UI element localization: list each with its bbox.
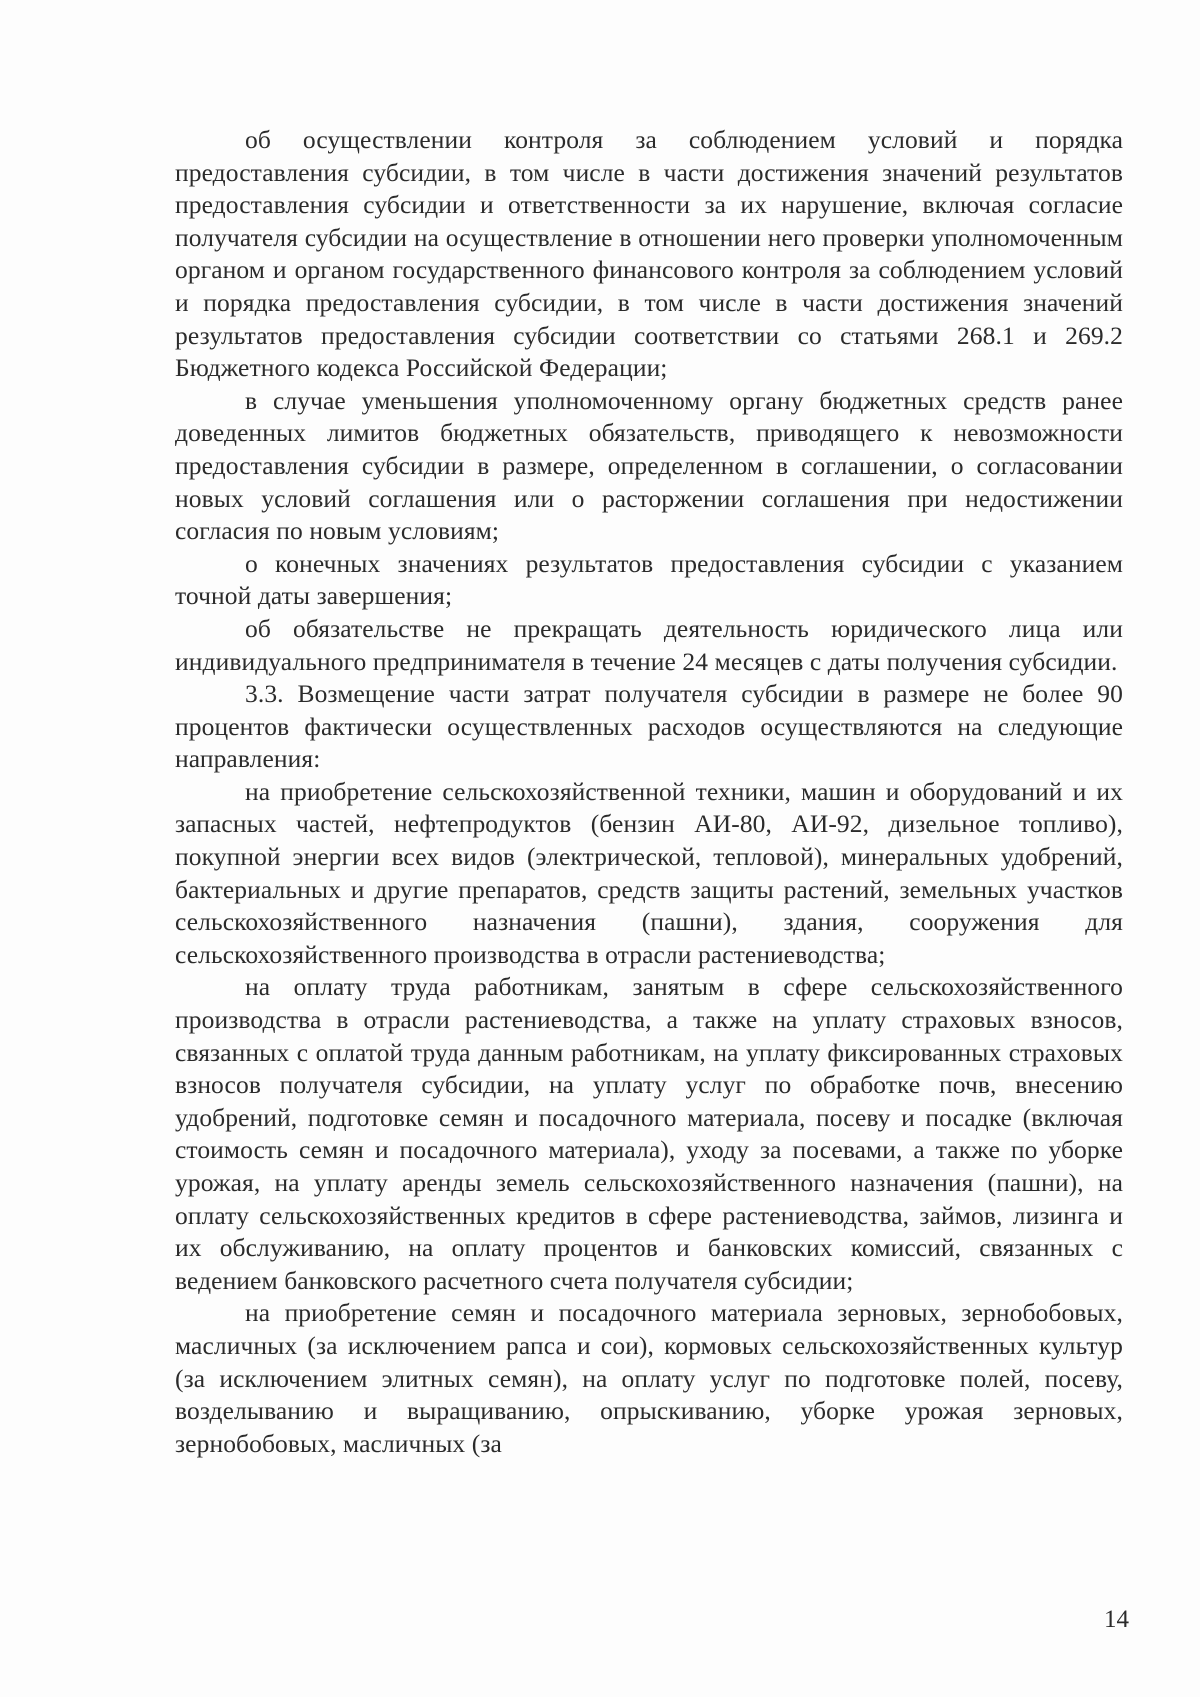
document-body [175,124,1123,1460]
paragraph-final-results: о конечных значениях результатов предоставления субсидии с указанием точной даты завершения; [175,548,1123,611]
paragraph-equipment-purchase: на приобретение сельскохозяйственной техники, машин и оборудований и их запасных частей, нефтепродуктов (бензин АИ-80, АИ-92, дизельное топливо), покупной энергии всех видов (электрической, тепловой), минеральных удобрений, бактериальных и другие препаратов, средств защиты растений, земельных участков сельскохозяйственного назначения (пашни), здания, сооружения для сельскохозяйственного производства в отрасли растениеводства; [175,776,1123,969]
page-number: 14 [1104,1606,1129,1633]
paragraph-control-conditions: об осуществлении контроля за соблюдением условий и порядка предоставления субсидии, в том числе в части достижения значений результатов предоставления субсидии и ответственности за их нарушение, включая согласие получателя субсидии на осуществление в отношении него проверки уполномоченным органом и органом государственного финансового контроля за соблюдением условий и порядка предоставления субсидии, в том числе в части достижения значений результатов предоставления субсидии соответствии со статьями 268.1 и 269.2 Бюджетного кодекса Российской Федерации; [175,125,1123,383]
paragraph-activity-obligation: об обязательстве не прекращать деятельность юридического лица или индивидуального предпринимателя в течение 24 месяцев с даты получения субсидии. [175,613,1123,676]
paragraph-seeds-purchase: на приобретение семян и посадочного материала зерновых, зернобобовых, масличных (за исключением рапса и сои), кормовых сельскохозяйственных культур (за исключением элитных семян), на оплату услуг по подготовке полей, посеву, возделыванию и выращиванию, опрыскиванию, уборке урожая зерновых, зернобобовых, масличных (за [175,1298,1123,1458]
paragraph-budget-reduction: в случае уменьшения уполномоченному органу бюджетных средств ранее доведенных лимитов бюджетных обязательств, приводящего к невозможности предоставления субсидии в размере, определенном в соглашении, о согласовании новых условий соглашения или о расторжении соглашения при недостижении согласия по новым условиям; [175,385,1123,546]
paragraph-section-3-3: 3.3. Возмещение части затрат получателя субсидии в размере не более 90 процентов фактически осуществленных расходов осуществляются на следующие направления: [175,679,1123,774]
paragraph-labor-payment: на оплату труда работникам, занятым в сфере сельскохозяйственного производства в отрасли растениеводства, а также на уплату страховых взносов, связанных с оплатой труда данным работникам, на уплату фиксированных страховых взносов получателя субсидии, на уплату услуг по обработке почв, внесению удобрений, подготовке семян и посадочного материала, посеву и посадке (включая стоимость семян и посадочного материала), уходу за посевами, а также по уборке урожая, на уплату аренды земель сельскохозяйственного назначения (пашни), на оплату сельскохозяйственных кредитов в сфере растениеводства, займов, лизинга и их обслуживанию, на оплату процентов и банковских комиссий, связанных с ведением банковского расчетного счета получателя субсидии; [175,972,1123,1295]
